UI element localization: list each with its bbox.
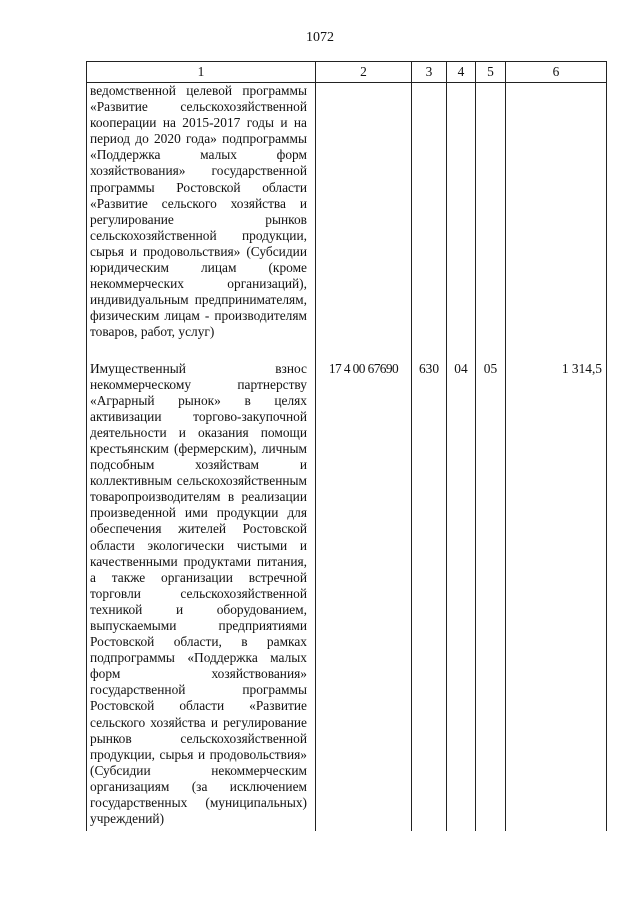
header-row xyxy=(87,62,607,83)
row-amount: 1 314,5 xyxy=(506,358,607,832)
table-row xyxy=(87,358,607,832)
row-expense-type: 630 xyxy=(412,358,447,832)
header-col-4: 4 xyxy=(447,62,476,83)
header-col-2: 2 xyxy=(316,62,412,83)
row-expense-type xyxy=(412,83,447,358)
row-description: ведомственной целевой программы «Развитие сельскохозяйственной кооперации на 2015-2017 годы и на период до 2020 года» подпрограммы «Поддержка малых форм хозяйствования» государственной программы Ростовской области «Развитие сельского хозяйства и регулирование рынков сельскохозяйственной продукции, сырья и продовольствия» (Субсидии юридическим лицам (кроме некоммерческих организаций), индивидуальным предпринимателям, физическим лицам - производителям товаров, работ, услуг) xyxy=(87,83,316,358)
table-body xyxy=(87,83,607,832)
table-row xyxy=(87,83,607,358)
row-subsection xyxy=(476,83,506,358)
row-target-code xyxy=(316,83,412,358)
budget-table xyxy=(86,61,607,831)
header-col-5: 5 xyxy=(476,62,506,83)
row-section: 04 xyxy=(447,358,476,832)
table-header xyxy=(87,62,607,83)
header-col-6: 6 xyxy=(506,62,607,83)
row-target-code: 17 4 00 67690 xyxy=(316,358,412,832)
row-description: Имущественный взнос некоммерческому партнерству «Аграрный рынок» в целях активизации торгово-закупочной деятельности и оказания помощи крестьянским (фермерским), личным подсобным хозяйствам и коллективным сельскохозяйственным товаропроизводителям в реализации произведенной ими продукции для обеспечения жителей Ростовской области экологически чистыми и качественными продуктами питания, а также организации встречной торговли сельскохозяйственной техникой и оборудованием, выпускаемыми предприятиями Ростовской области, в рамках подпрограммы «Поддержка малых форм хозяйствования» государственной программы Ростовской области «Развитие сельского хозяйства и регулирование рынков сельскохозяйственной продукции, сырья и продовольствия» (Субсидии некоммерческим организациям (за исключением государственных (муниципальных) учреждений) xyxy=(87,358,316,832)
page-number: 1072 xyxy=(306,30,334,45)
row-subsection: 05 xyxy=(476,358,506,832)
row-amount xyxy=(506,83,607,358)
header-col-3: 3 xyxy=(412,62,447,83)
header-col-1: 1 xyxy=(87,62,316,83)
row-section xyxy=(447,83,476,358)
